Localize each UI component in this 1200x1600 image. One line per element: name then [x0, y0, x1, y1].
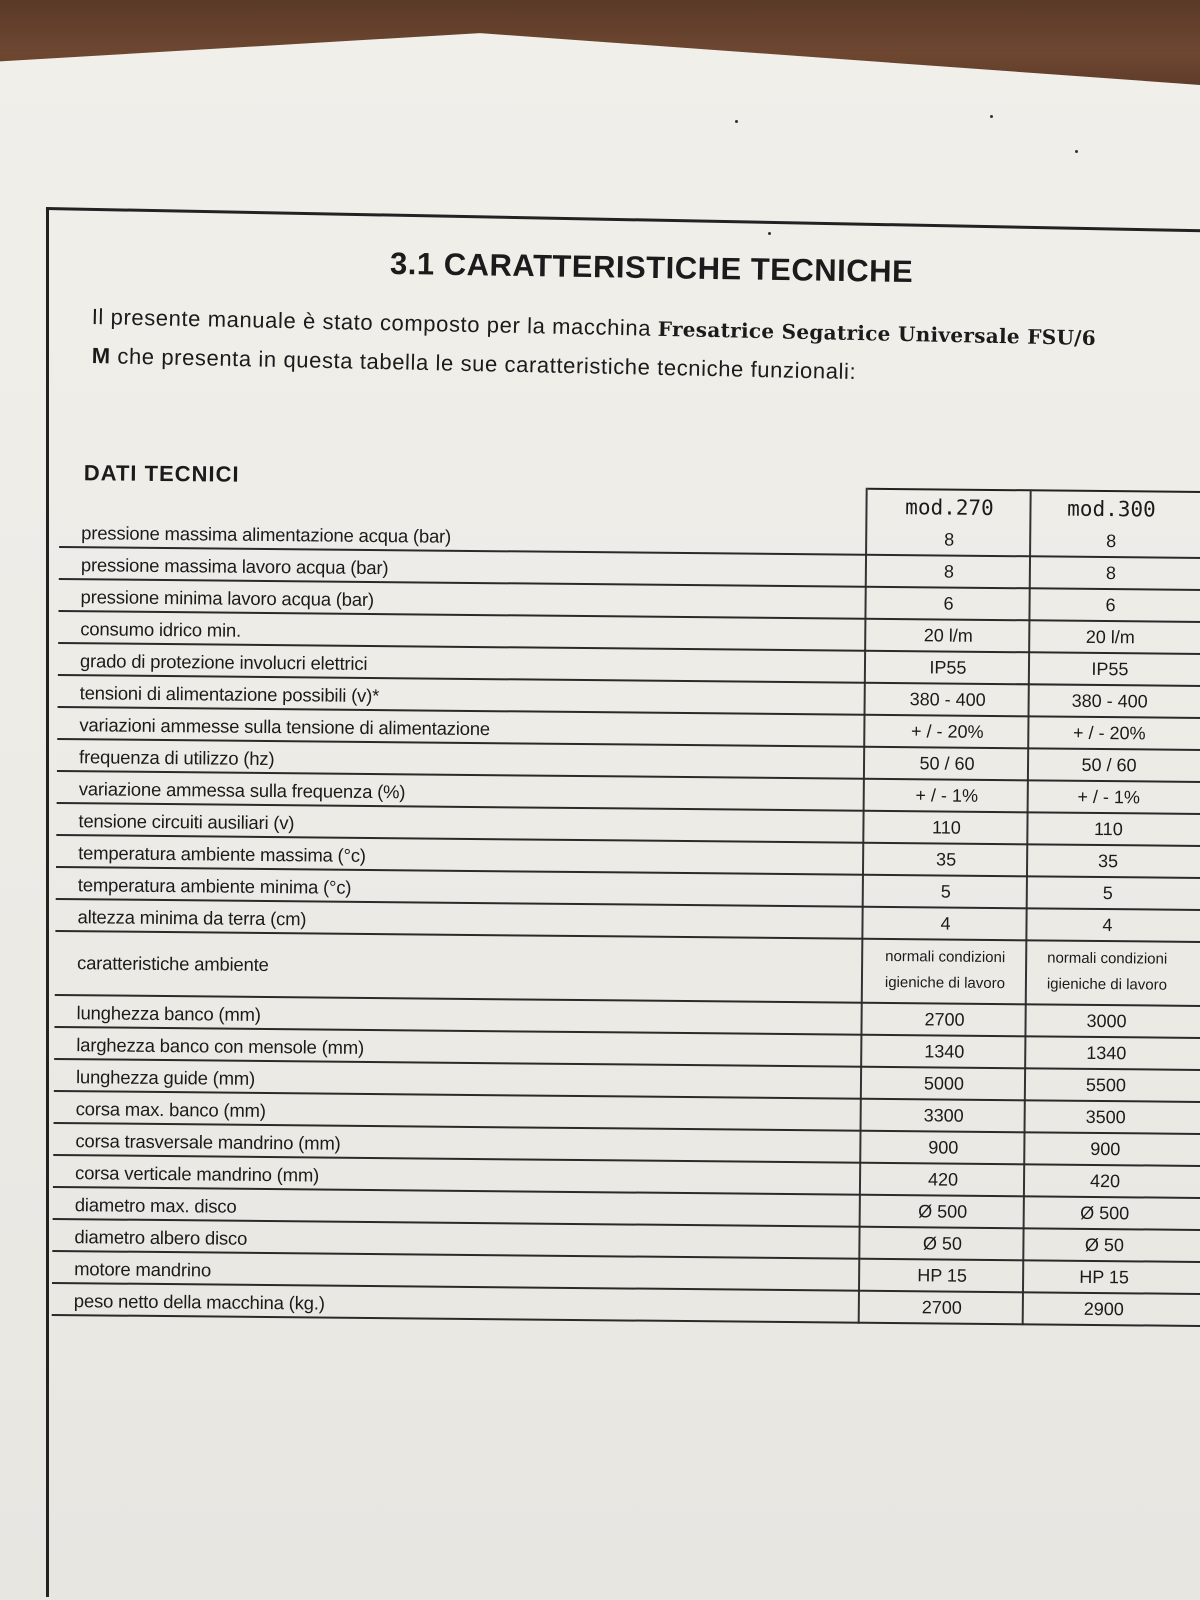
row-label: variazione ammessa sulla frequenza (%) — [78, 778, 406, 803]
value-mod300: 6 — [1105, 595, 1116, 616]
value-mod300: 4 — [1102, 915, 1113, 936]
value-mod300: 20 l/m — [1085, 626, 1135, 648]
value-mod300: 900 — [1090, 1138, 1121, 1160]
value-mod270: 50 / 60 — [919, 753, 975, 774]
value-mod270: 8 — [943, 561, 954, 582]
value-mod300: IP55 — [1091, 658, 1129, 680]
row-label: diametro albero disco — [74, 1226, 248, 1249]
intro-text: che presenta in questa tabella le sue caratteristiche tecniche funzionali: — [117, 343, 857, 385]
value-mod270: 110 — [931, 817, 961, 838]
value-mod270: 2700 — [924, 1009, 965, 1030]
frame-top-rule — [46, 207, 1200, 232]
value-mod300: 50 / 60 — [1081, 754, 1137, 776]
value-mod300: 380 - 400 — [1071, 690, 1148, 712]
value-mod300: 3500 — [1085, 1106, 1126, 1128]
value-mod300: 8 — [1106, 531, 1117, 552]
row-label: corsa trasversale mandrino (mm) — [75, 1130, 341, 1154]
value-mod300: Ø 500 — [1080, 1202, 1130, 1224]
row-label: motore mandrino — [74, 1258, 212, 1281]
value-mod270: 900 — [928, 1137, 959, 1158]
value-mod270: Ø 50 — [922, 1233, 963, 1254]
row-label: frequenza di utilizzo (hz) — [78, 746, 275, 770]
value-mod300: 110 — [1093, 818, 1123, 840]
paper-speck — [735, 120, 738, 123]
value-mod300: Ø 50 — [1084, 1234, 1125, 1256]
intro-line-2 — [91, 343, 1191, 392]
intro-text: Il presente manuale è stato composto per la macchina — [91, 304, 652, 341]
frame-left-rule — [46, 207, 49, 1597]
table-rows — [52, 516, 1200, 1327]
row-label: caratteristiche ambiente — [76, 952, 269, 976]
intro-mark: M — [91, 343, 111, 369]
paper-speck — [990, 115, 993, 118]
machine-name: Fresatrice Segatrice Universale FSU/6 — [657, 316, 1097, 351]
value-mod270: 2700 — [921, 1297, 962, 1318]
tech-data-table — [51, 452, 1200, 1393]
value-mod270: 1340 — [924, 1041, 965, 1062]
row-label: altezza minima da terra (cm) — [77, 906, 307, 930]
value-mod300: 5 — [1102, 883, 1113, 904]
row-label: pressione massima alimentazione acqua (bar) — [81, 522, 452, 547]
value-mod270: 4 — [940, 913, 951, 934]
value-mod270: 5 — [940, 881, 951, 902]
value-mod270: normali condizioni igieniche di lavoro — [884, 947, 1006, 993]
row-label: temperatura ambiente minima (°c) — [77, 874, 352, 898]
value-mod270: 5000 — [923, 1073, 965, 1094]
row-label: consumo idrico min. — [80, 618, 242, 641]
table-heading: DATI TECNICI — [83, 460, 240, 487]
value-mod270: IP55 — [929, 657, 967, 678]
table-row — [55, 932, 1200, 1007]
row-label: pressione massima lavoro acqua (bar) — [80, 554, 389, 579]
row-label: lunghezza banco (mm) — [76, 1002, 261, 1025]
value-mod270: HP 15 — [917, 1265, 968, 1286]
value-mod270: Ø 500 — [918, 1201, 968, 1222]
column-header-mod300: mod.300 — [1067, 496, 1156, 522]
value-mod300: 3000 — [1086, 1010, 1127, 1032]
column-header-mod270: mod.270 — [905, 495, 994, 520]
value-mod270: + / - 1% — [915, 785, 979, 806]
value-mod300: 35 — [1098, 850, 1119, 872]
value-mod270: 3300 — [923, 1105, 964, 1126]
value-mod270: 6 — [943, 593, 954, 614]
row-label: larghezza banco con mensole (mm) — [76, 1034, 365, 1058]
value-mod270: + / - 20% — [910, 721, 984, 742]
row-label: diametro max. disco — [74, 1194, 237, 1217]
value-mod270: 420 — [927, 1169, 959, 1190]
value-mod300: 420 — [1089, 1170, 1121, 1192]
row-label: tensione circuiti ausiliari (v) — [78, 810, 295, 834]
value-mod270: 20 l/m — [923, 625, 973, 646]
row-label: variazioni ammesse sulla tensione di alimentazione — [79, 714, 491, 740]
value-mod270: 35 — [936, 849, 957, 870]
value-mod300: 5500 — [1085, 1074, 1127, 1096]
section-title: 3.1 CARATTERISTICHE TECNICHE — [389, 245, 914, 290]
value-mod270: 8 — [944, 529, 955, 550]
value-mod300: + / - 20% — [1072, 722, 1146, 744]
value-mod300: 2900 — [1083, 1298, 1124, 1320]
value-mod300: normali condizioni igieniche di lavoro — [1046, 949, 1168, 994]
row-label: temperatura ambiente massima (°c) — [78, 842, 366, 866]
row-label: lunghezza guide (mm) — [75, 1066, 256, 1089]
row-label: corsa max. banco (mm) — [75, 1098, 266, 1122]
row-label: corsa verticale mandrino (mm) — [74, 1162, 320, 1186]
value-mod300: HP 15 — [1079, 1266, 1130, 1288]
row-label: tensioni di alimentazione possibili (v)* — [79, 682, 380, 707]
value-mod300: + / - 1% — [1077, 786, 1141, 808]
paper-speck — [768, 232, 771, 235]
value-mod300: 1340 — [1086, 1042, 1127, 1064]
value-mod300: 8 — [1105, 563, 1116, 584]
row-label: peso netto della macchina (kg.) — [73, 1290, 325, 1314]
row-label: grado di protezione involucri elettrici — [79, 650, 368, 674]
row-label: pressione minima lavoro acqua (bar) — [80, 586, 374, 611]
value-mod270: 380 - 400 — [909, 689, 986, 710]
paper-speck — [1075, 150, 1078, 153]
